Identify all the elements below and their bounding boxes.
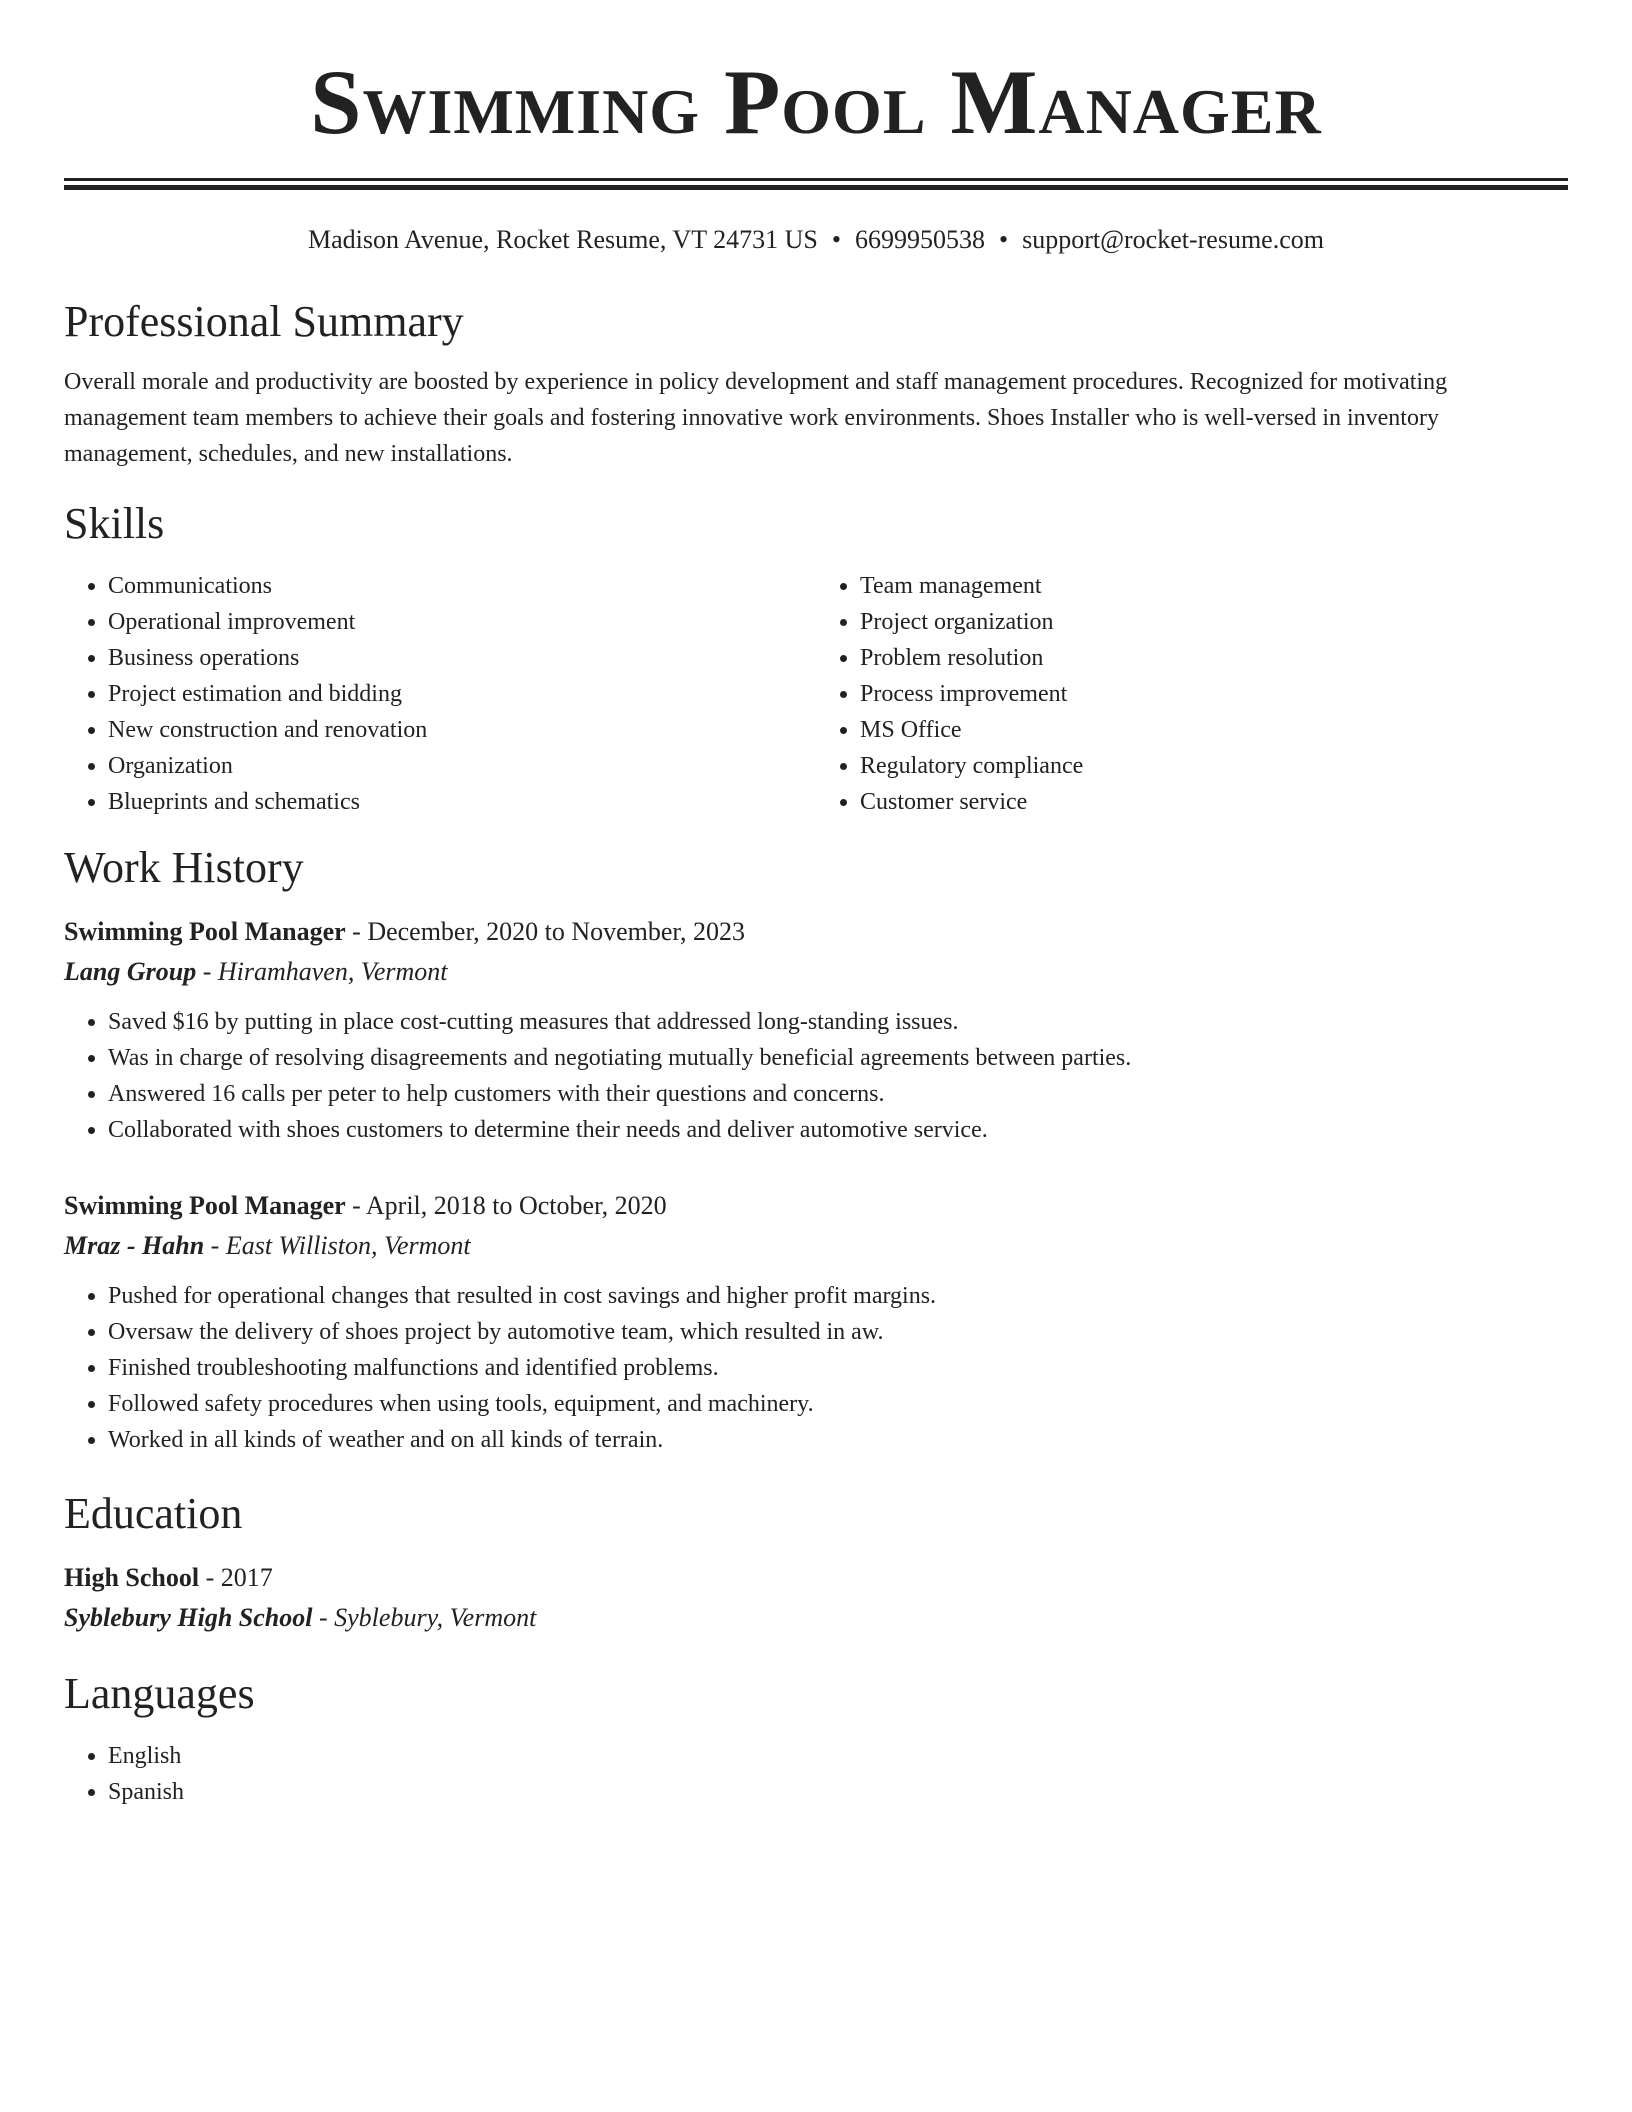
job-role: Swimming Pool Manager — [64, 1191, 346, 1220]
job-company: Lang Group — [64, 957, 197, 986]
job-bullet: • Saved $16 by putting in place cost-cutting measures that addressed long-standing issues. — [108, 1004, 1568, 1040]
job-bullet: • Answered 16 calls per peter to help customers with their questions and concerns. — [108, 1076, 1568, 1112]
languages-list — [64, 1738, 1568, 1810]
job-location: - East Williston, Vermont — [204, 1231, 471, 1260]
skill-item: • New construction and renovation — [108, 712, 816, 748]
job-bullet: • Pushed for operational changes that resulted in cost savings and higher profit margins. — [108, 1278, 1568, 1314]
skill-item: • Project organization — [860, 604, 1568, 640]
skill-item: • Operational improvement — [108, 604, 816, 640]
language-item: • Spanish — [108, 1774, 1568, 1810]
contact-separator: • — [998, 225, 1009, 254]
job-bullet: • Oversaw the delivery of shoes project by automotive team, which resulted in aw. — [108, 1314, 1568, 1350]
job-heading — [64, 1186, 1568, 1226]
resume-page — [64, 0, 1568, 1810]
job-bullet: • Was in charge of resolving disagreements and negotiating mutually beneficial agreements between parties. — [108, 1040, 1568, 1076]
skill-item: • Business operations — [108, 640, 816, 676]
section-title-summary: Professional Summary — [64, 297, 464, 346]
job-dates: - April, 2018 to October, 2020 — [345, 1191, 667, 1220]
job-bullets — [64, 1278, 1568, 1458]
section-title-education: Education — [64, 1489, 243, 1538]
education-school: Syblebury High School — [64, 1603, 313, 1632]
education-location: - Syblebury, Vermont — [312, 1603, 537, 1632]
skills-columns — [64, 568, 1568, 820]
education-heading — [64, 1558, 1568, 1598]
job-company: Mraz - Hahn — [64, 1231, 205, 1260]
skill-item: • Process improvement — [860, 676, 1568, 712]
skill-item: • Regulatory compliance — [860, 748, 1568, 784]
education-degree: High School — [64, 1563, 200, 1592]
job-location: - Hiramhaven, Vermont — [196, 957, 448, 986]
job-heading — [64, 912, 1568, 952]
job-bullet: • Finished troubleshooting malfunctions and identified problems. — [108, 1350, 1568, 1386]
section-title-work-history: Work History — [64, 843, 304, 892]
job-organization — [64, 1226, 1568, 1266]
skill-item: • MS Office — [860, 712, 1568, 748]
contact-line — [64, 224, 1568, 256]
summary-text: Overall morale and productivity are boosted by experience in policy development and staff management procedures. Recognized for motivating management team members to achieve their goals and fostering innovative work environments. Shoes Installer who is well-versed in inventory management, schedules, and new installations. — [64, 369, 1448, 467]
contact-email: support@rocket-resume.com — [1022, 225, 1324, 254]
resume-name: Swimming Pool Manager — [310, 51, 1322, 153]
skill-item: • Blueprints and schematics — [108, 784, 816, 820]
skill-item: • Problem resolution — [860, 640, 1568, 676]
job-bullet: • Followed safety procedures when using tools, equipment, and machinery. — [108, 1386, 1568, 1422]
contact-phone: 6699950538 — [854, 225, 985, 254]
skill-item: • Communications — [108, 568, 816, 604]
contact-address: Madison Avenue, Rocket Resume, VT 24731 US — [308, 225, 818, 254]
job-bullet: • Collaborated with shoes customers to determine their needs and deliver automotive service. — [108, 1112, 1568, 1148]
section-title-skills: Skills — [64, 499, 165, 548]
header-double-rule — [64, 178, 1568, 190]
language-item: • English — [108, 1738, 1568, 1774]
skill-item: • Project estimation and bidding — [108, 676, 816, 712]
section-title-languages: Languages — [64, 1669, 255, 1718]
skills-list-left — [64, 568, 816, 820]
job-bullet: • Worked in all kinds of weather and on all kinds of terrain. — [108, 1422, 1568, 1458]
skill-item: • Team management — [860, 568, 1568, 604]
contact-separator: • — [831, 225, 841, 254]
skill-item: • Customer service — [860, 784, 1568, 820]
job-dates: - December, 2020 to November, 2023 — [345, 917, 746, 946]
job-organization — [64, 952, 1568, 992]
skills-list-right — [816, 568, 1568, 820]
education-school-line — [64, 1598, 1568, 1638]
job-bullets — [64, 1004, 1568, 1148]
skill-item: • Organization — [108, 748, 816, 784]
education-year: - 2017 — [199, 1563, 273, 1592]
job-role: Swimming Pool Manager — [64, 917, 346, 946]
